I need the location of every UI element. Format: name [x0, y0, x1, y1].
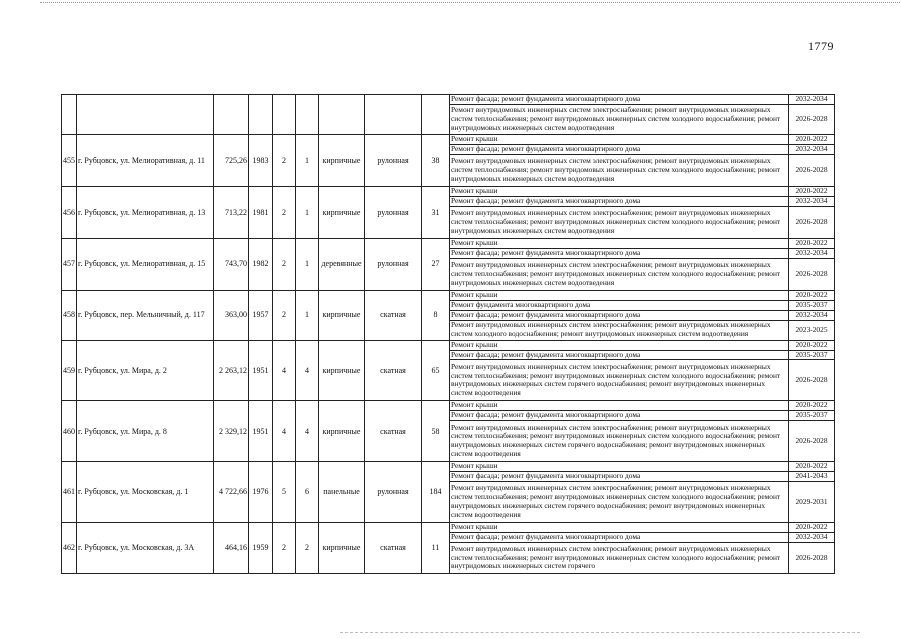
entrances-cell: [296, 95, 319, 135]
work-period-cell: 2035-2037: [789, 300, 835, 310]
residents-cell: 38: [422, 135, 450, 187]
year-built-cell: 1983: [249, 135, 273, 187]
address-cell: г. Рубцовск, ул. Мелиоративная, д. 11: [77, 135, 214, 187]
work-description-cell: Ремонт фасада; ремонт фундамента многоквартирного дома: [450, 310, 789, 320]
roof-type-cell: рулонная: [365, 462, 422, 523]
bottom-scan-edge: [340, 632, 860, 633]
record-number: 458: [62, 290, 77, 340]
residents-cell: 27: [422, 238, 450, 290]
record-number: 455: [62, 135, 77, 187]
wall-material-cell: кирпичные: [319, 135, 365, 187]
work-period-cell: 2026-2028: [789, 360, 835, 401]
wall-material-cell: кирпичные: [319, 401, 365, 462]
entrances-cell: 1: [296, 238, 319, 290]
work-description-cell: Ремонт крыши: [450, 135, 789, 145]
area-cell: 725,26: [214, 135, 249, 187]
address-cell: г. Рубцовск, ул. Мира, д. 2: [77, 340, 214, 401]
work-description-cell: Ремонт внутридомовых инженерных систем электроснабжения; ремонт внутридомовых инженерных систем теплоснабжения; ремонт внутридомовых инженерных систем холодного водоснабжения; ремонт внутридомовых инженерных систем водоотведения: [450, 258, 789, 290]
work-period-cell: 2026-2028: [789, 543, 835, 574]
work-period-cell: 2020-2022: [789, 186, 835, 196]
address-cell: г. Рубцовск, ул. Мелиоративная, д. 13: [77, 186, 214, 238]
area-cell: 2 263,12: [214, 340, 249, 401]
work-description-cell: Ремонт внутридомовых инженерных систем электроснабжения; ремонт внутридомовых инженерных систем холодного водоснабжения; ремонт внутридомовых инженерных систем водоотведения: [450, 320, 789, 340]
work-description-cell: Ремонт фасада; ремонт фундамента многоквартирного дома: [450, 350, 789, 360]
entrances-cell: 4: [296, 401, 319, 462]
residents-cell: 58: [422, 401, 450, 462]
work-description-cell: Ремонт внутридомовых инженерных систем электроснабжения; ремонт внутридомовых инженерных систем теплоснабжения; ремонт внутридомовых инженерных систем холодного водоснабжения; ремонт внутридомовых инженерных систем водоотведения: [450, 154, 789, 186]
area-cell: 713,22: [214, 186, 249, 238]
work-period-cell: 2026-2028: [789, 258, 835, 290]
work-description-cell: Ремонт фасада; ремонт фундамента многоквартирного дома: [450, 95, 789, 105]
table-row: [62, 186, 835, 196]
residents-cell: 11: [422, 523, 450, 574]
floors-cell: 5: [273, 462, 296, 523]
residents-cell: 8: [422, 290, 450, 340]
entrances-cell: 6: [296, 462, 319, 523]
table-row: [62, 462, 835, 472]
work-period-cell: 2020-2022: [789, 290, 835, 300]
entrances-cell: 2: [296, 523, 319, 574]
residents-cell: 65: [422, 340, 450, 401]
area-cell: 743,70: [214, 238, 249, 290]
entrances-cell: 1: [296, 135, 319, 187]
area-cell: [214, 95, 249, 135]
address-cell: г. Рубцовск, ул. Московская, д. 3А: [77, 523, 214, 574]
area-cell: 464,16: [214, 523, 249, 574]
roof-type-cell: скатная: [365, 401, 422, 462]
work-description-cell: Ремонт крыши: [450, 523, 789, 533]
entrances-cell: 1: [296, 290, 319, 340]
year-built-cell: 1959: [249, 523, 273, 574]
year-built-cell: 1981: [249, 186, 273, 238]
work-period-cell: 2023-2025: [789, 320, 835, 340]
work-description-cell: Ремонт внутридомовых инженерных систем электроснабжения; ремонт внутридомовых инженерных систем теплоснабжения; ремонт внутридомовых инженерных систем холодного водоснабжения; ремонт внутридомовых инженерных систем горячего: [450, 543, 789, 574]
floors-cell: 4: [273, 401, 296, 462]
floors-cell: 4: [273, 340, 296, 401]
residents-cell: 184: [422, 462, 450, 523]
work-period-cell: 2026-2028: [789, 206, 835, 238]
work-description-cell: Ремонт крыши: [450, 340, 789, 350]
address-cell: г. Рубцовск, ул. Мелиоративная, д. 15: [77, 238, 214, 290]
work-description-cell: Ремонт фасада; ремонт фундамента многоквартирного дома: [450, 533, 789, 543]
table-row: [62, 95, 835, 105]
top-scan-edge: [40, 2, 900, 3]
work-description-cell: Ремонт крыши: [450, 401, 789, 411]
work-description-cell: Ремонт фасада; ремонт фундамента многоквартирного дома: [450, 472, 789, 482]
area-cell: 363,00: [214, 290, 249, 340]
year-built-cell: 1982: [249, 238, 273, 290]
year-built-cell: 1976: [249, 462, 273, 523]
roof-type-cell: скатная: [365, 523, 422, 574]
wall-material-cell: деревянные: [319, 238, 365, 290]
work-period-cell: 2035-2037: [789, 350, 835, 360]
year-built-cell: 1957: [249, 290, 273, 340]
work-period-cell: 2029-2031: [789, 482, 835, 523]
work-period-cell: 2026-2028: [789, 154, 835, 186]
work-period-cell: 2020-2022: [789, 238, 835, 248]
table-row: [62, 523, 835, 533]
residents-cell: [422, 95, 450, 135]
housing-repair-table: [61, 94, 835, 574]
record-number: [62, 95, 77, 135]
work-description-cell: Ремонт фасада; ремонт фундамента многоквартирного дома: [450, 411, 789, 421]
table-row: [62, 135, 835, 145]
year-built-cell: 1951: [249, 401, 273, 462]
record-number: 459: [62, 340, 77, 401]
roof-type-cell: скатная: [365, 340, 422, 401]
page-number: 1779: [808, 39, 834, 53]
entrances-cell: 4: [296, 340, 319, 401]
floors-cell: 2: [273, 238, 296, 290]
record-number: 461: [62, 462, 77, 523]
year-built-cell: 1951: [249, 340, 273, 401]
work-description-cell: Ремонт внутридомовых инженерных систем электроснабжения; ремонт внутридомовых инженерных систем теплоснабжения; ремонт внутридомовых инженерных систем холодного водоснабжения; ремонт внутридомовых инженерных систем горячего водоснабжения; ремонт внутридомовых инженерных систем водоотведения: [450, 482, 789, 523]
work-period-cell: 2026-2028: [789, 421, 835, 462]
floors-cell: 2: [273, 290, 296, 340]
work-period-cell: 2032-2034: [789, 533, 835, 543]
floors-cell: 2: [273, 135, 296, 187]
residents-cell: 31: [422, 186, 450, 238]
work-period-cell: 2035-2037: [789, 411, 835, 421]
roof-type-cell: скатная: [365, 290, 422, 340]
table-row: [62, 401, 835, 411]
floors-cell: 2: [273, 186, 296, 238]
work-period-cell: 2020-2022: [789, 340, 835, 350]
record-number: 460: [62, 401, 77, 462]
work-period-cell: 2032-2034: [789, 145, 835, 155]
table-row: [62, 340, 835, 350]
work-period-cell: 2032-2034: [789, 248, 835, 258]
address-cell: г. Рубцовск, пер. Мельничный, д. 117: [77, 290, 214, 340]
address-cell: г. Рубцовск, ул. Мира, д. 8: [77, 401, 214, 462]
work-description-cell: Ремонт крыши: [450, 290, 789, 300]
record-number: 457: [62, 238, 77, 290]
wall-material-cell: кирпичные: [319, 523, 365, 574]
roof-type-cell: рулонная: [365, 238, 422, 290]
work-period-cell: 2020-2022: [789, 401, 835, 411]
area-cell: 2 329,12: [214, 401, 249, 462]
record-number: 462: [62, 523, 77, 574]
work-period-cell: 2041-2043: [789, 472, 835, 482]
work-description-cell: Ремонт внутридомовых инженерных систем электроснабжения; ремонт внутридомовых инженерных систем теплоснабжения; ремонт внутридомовых инженерных систем холодного водоснабжения; ремонт внутридомовых инженерных систем горячего водоснабжения; ремонт внутридомовых инженерных систем водоотведения: [450, 360, 789, 401]
year-built-cell: [249, 95, 273, 135]
table-row: [62, 290, 835, 300]
floors-cell: 2: [273, 523, 296, 574]
work-description-cell: Ремонт фундамента многоквартирного дома: [450, 300, 789, 310]
work-period-cell: 2032-2034: [789, 196, 835, 206]
work-period-cell: 2032-2034: [789, 95, 835, 105]
address-cell: [77, 95, 214, 135]
record-number: 456: [62, 186, 77, 238]
wall-material-cell: кирпичные: [319, 186, 365, 238]
wall-material-cell: кирпичные: [319, 340, 365, 401]
work-description-cell: Ремонт фасада; ремонт фундамента многоквартирного дома: [450, 145, 789, 155]
roof-type-cell: рулонная: [365, 186, 422, 238]
wall-material-cell: панельные: [319, 462, 365, 523]
area-cell: 4 722,66: [214, 462, 249, 523]
work-description-cell: Ремонт крыши: [450, 462, 789, 472]
work-description-cell: Ремонт фасада; ремонт фундамента многоквартирного дома: [450, 248, 789, 258]
work-period-cell: 2032-2034: [789, 310, 835, 320]
roof-type-cell: рулонная: [365, 135, 422, 187]
address-cell: г. Рубцовск, ул. Московская, д. 1: [77, 462, 214, 523]
work-period-cell: 2020-2022: [789, 135, 835, 145]
work-period-cell: 2020-2022: [789, 462, 835, 472]
work-description-cell: Ремонт внутридомовых инженерных систем электроснабжения; ремонт внутридомовых инженерных систем теплоснабжения; ремонт внутридомовых инженерных систем холодного водоснабжения; ремонт внутридомовых инженерных систем водоотведения: [450, 105, 789, 135]
roof-type-cell: [365, 95, 422, 135]
work-description-cell: Ремонт внутридомовых инженерных систем электроснабжения; ремонт внутридомовых инженерных систем теплоснабжения; ремонт внутридомовых инженерных систем холодного водоснабжения; ремонт внутридомовых инженерных систем горячего водоснабжения; ремонт внутридомовых инженерных систем водоотведения: [450, 421, 789, 462]
work-period-cell: 2020-2022: [789, 523, 835, 533]
floors-cell: [273, 95, 296, 135]
wall-material-cell: [319, 95, 365, 135]
entrances-cell: 1: [296, 186, 319, 238]
wall-material-cell: кирпичные: [319, 290, 365, 340]
work-description-cell: Ремонт фасада; ремонт фундамента многоквартирного дома: [450, 196, 789, 206]
work-description-cell: Ремонт крыши: [450, 238, 789, 248]
work-description-cell: Ремонт внутридомовых инженерных систем электроснабжения; ремонт внутридомовых инженерных систем теплоснабжения; ремонт внутридомовых инженерных систем холодного водоснабжения; ремонт внутридомовых инженерных систем водоотведения: [450, 206, 789, 238]
work-period-cell: 2026-2028: [789, 105, 835, 135]
table-row: [62, 238, 835, 248]
work-description-cell: Ремонт крыши: [450, 186, 789, 196]
